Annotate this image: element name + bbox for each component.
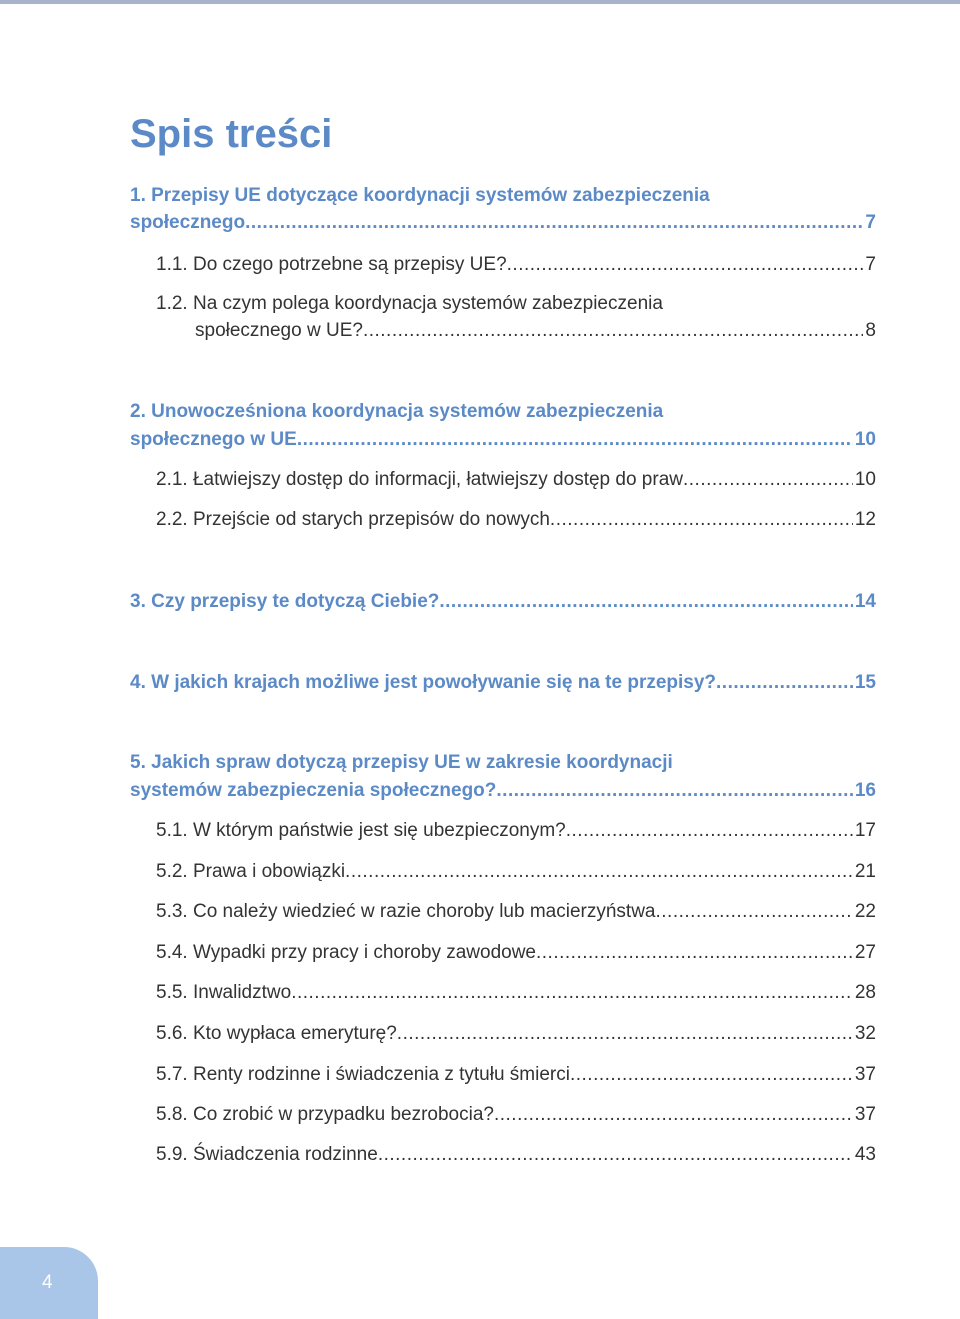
toc-entry-label: 5.2. Prawa i obowiązki bbox=[156, 861, 346, 882]
toc-entry-label: 5.5. Inwalidztwo bbox=[156, 982, 292, 1003]
toc-entry-5-7[interactable] bbox=[156, 1062, 876, 1088]
toc-page-number: 14 bbox=[854, 591, 876, 612]
toc-leader-dots bbox=[716, 670, 853, 696]
toc-page-number: 8 bbox=[865, 320, 876, 341]
toc-page-number: 37 bbox=[854, 1104, 876, 1125]
toc-entry-1-line1: 1. Przepisy UE dotyczące koordynacji systemów zabezpieczenia bbox=[130, 185, 710, 206]
toc-entry-label: społecznego w UE bbox=[130, 429, 297, 450]
toc-leader-dots bbox=[550, 507, 853, 533]
toc-entry-2-line1: 2. Unowocześniona koordynacja systemów zabezpieczenia bbox=[130, 401, 664, 422]
toc-page-number: 28 bbox=[854, 982, 876, 1003]
toc-leader-dots bbox=[439, 589, 852, 615]
toc-entry-label: społecznego w UE? bbox=[195, 320, 363, 341]
page-title: Spis treści bbox=[130, 112, 333, 156]
toc-entry-label: 2.1. Łatwiejszy dostęp do informacji, łatwiejszy dostęp do praw bbox=[156, 469, 683, 490]
toc-leader-dots bbox=[570, 1062, 853, 1088]
toc-leader-dots bbox=[297, 427, 853, 453]
toc-leader-dots bbox=[245, 210, 863, 236]
toc-leader-dots bbox=[683, 467, 853, 493]
toc-entry-label: 5.6. Kto wypłaca emeryturę? bbox=[156, 1023, 397, 1044]
toc-page-number: 15 bbox=[854, 672, 876, 693]
toc-page-number: 21 bbox=[854, 861, 876, 882]
toc-entry-2-1[interactable] bbox=[156, 467, 876, 493]
toc-leader-dots bbox=[291, 980, 853, 1006]
toc-entry-4[interactable] bbox=[130, 670, 876, 696]
toc-entry-label: 5.1. W którym państwie jest się ubezpieczonym? bbox=[156, 820, 566, 841]
toc-leader-dots bbox=[656, 899, 853, 925]
toc-page-number: 16 bbox=[854, 780, 876, 801]
toc-page-number: 27 bbox=[854, 942, 876, 963]
toc-entry-5-1[interactable] bbox=[156, 818, 876, 844]
toc-entry-label: 4. W jakich krajach możliwe jest powoływanie się na te przepisy? bbox=[130, 672, 717, 693]
toc-leader-dots bbox=[345, 859, 853, 885]
toc-entry-1-1[interactable] bbox=[156, 252, 876, 278]
toc-page-number: 32 bbox=[854, 1023, 876, 1044]
top-rule bbox=[0, 0, 960, 4]
toc-page-number: 22 bbox=[854, 901, 876, 922]
toc-leader-dots bbox=[566, 818, 853, 844]
toc-entry-label: 5.9. Świadczenia rodzinne bbox=[156, 1144, 378, 1165]
toc-leader-dots bbox=[363, 318, 863, 344]
toc-entry-1-2[interactable] bbox=[195, 318, 876, 344]
toc-entry-label: systemów zabezpieczenia społecznego? bbox=[130, 780, 497, 801]
toc-leader-dots bbox=[494, 1102, 853, 1128]
toc-page-number: 12 bbox=[854, 509, 876, 530]
toc-entry-label: 5.8. Co zrobić w przypadku bezrobocia? bbox=[156, 1104, 494, 1125]
toc-page-number: 17 bbox=[854, 820, 876, 841]
toc-entry-2-2[interactable] bbox=[156, 507, 876, 533]
toc-entry-1-2-line1: 1.2. Na czym polega koordynacja systemów zabezpieczenia bbox=[156, 293, 663, 314]
toc-page-number: 7 bbox=[865, 212, 876, 233]
toc-page-number: 10 bbox=[854, 469, 876, 490]
page-number: 4 bbox=[42, 1272, 53, 1293]
toc-entry-5-4[interactable] bbox=[156, 940, 876, 966]
toc-page-number: 10 bbox=[854, 429, 876, 450]
toc-leader-dots bbox=[507, 252, 864, 278]
toc-entry-1[interactable] bbox=[130, 210, 876, 236]
toc-entry-3[interactable] bbox=[130, 589, 876, 615]
toc-entry-5-9[interactable] bbox=[156, 1142, 876, 1168]
toc-entry-5-8[interactable] bbox=[156, 1102, 876, 1128]
toc-entry-2[interactable] bbox=[130, 427, 876, 453]
toc-page-number: 7 bbox=[865, 254, 876, 275]
toc-entry-label: 1.1. Do czego potrzebne są przepisy UE? bbox=[156, 254, 507, 275]
toc-entry-label: 5.3. Co należy wiedzieć w razie choroby lub macierzyństwa bbox=[156, 901, 656, 922]
toc-entry-label: 5.4. Wypadki przy pracy i choroby zawodowe bbox=[156, 942, 536, 963]
toc-entry-label: 2.2. Przejście od starych przepisów do nowych bbox=[156, 509, 550, 530]
toc-page-number: 43 bbox=[854, 1144, 876, 1165]
toc-entry-5-line1: 5. Jakich spraw dotyczą przepisy UE w zakresie koordynacji bbox=[130, 752, 673, 773]
toc-entry-5[interactable] bbox=[130, 778, 876, 804]
toc-leader-dots bbox=[397, 1021, 853, 1047]
toc-leader-dots bbox=[378, 1142, 853, 1168]
toc-entry-label: społecznego bbox=[130, 212, 246, 233]
toc-entry-5-6[interactable] bbox=[156, 1021, 876, 1047]
toc-page-number: 37 bbox=[854, 1064, 876, 1085]
toc-entry-label: 3. Czy przepisy te dotyczą Ciebie? bbox=[130, 591, 440, 612]
toc-entry-5-5[interactable] bbox=[156, 980, 876, 1006]
toc-leader-dots bbox=[536, 940, 853, 966]
toc-entry-label: 5.7. Renty rodzinne i świadczenia z tytułu śmierci bbox=[156, 1064, 570, 1085]
toc-entry-5-2[interactable] bbox=[156, 859, 876, 885]
toc-leader-dots bbox=[496, 778, 852, 804]
toc-entry-5-3[interactable] bbox=[156, 899, 876, 925]
